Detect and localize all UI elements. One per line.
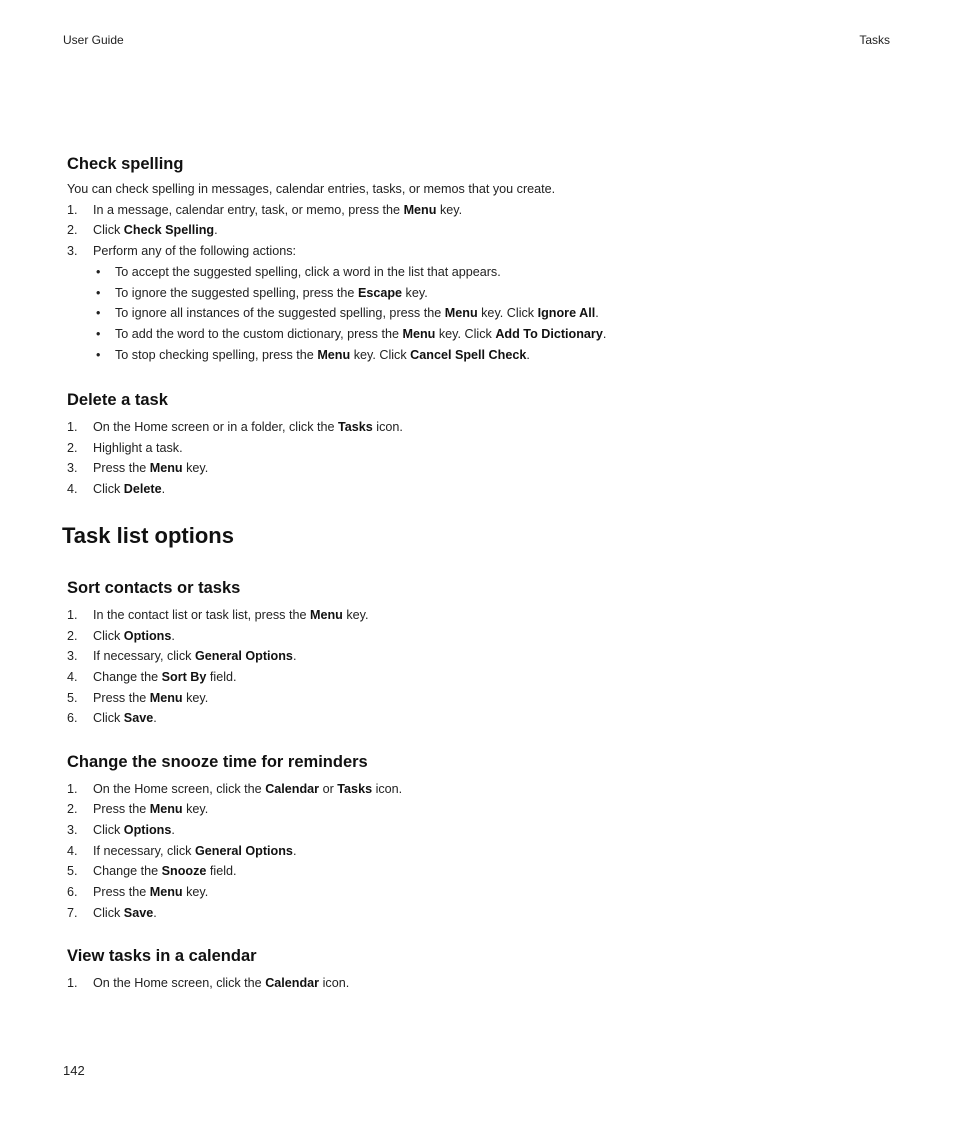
check-spelling-bullet-4: • To add the word to the custom dictionary, press the Menu key. Click Add To Dictionary. xyxy=(96,327,607,341)
sort-contacts-step-1: 1. In the contact list or task list, press the Menu key. xyxy=(67,608,369,622)
running-header-section: Tasks xyxy=(859,33,890,47)
sort-contacts-step-2: 2. Click Options. xyxy=(67,629,175,643)
running-header-title: User Guide xyxy=(63,33,124,47)
page-number: 142 xyxy=(63,1063,85,1078)
check-spelling-bullet-1: • To accept the suggested spelling, click a word in the list that appears. xyxy=(96,265,501,279)
snooze-step-2: 2. Press the Menu key. xyxy=(67,802,209,816)
delete-task-step-1: 1. On the Home screen or in a folder, click the Tasks icon. xyxy=(67,420,403,434)
view-tasks-step-1: 1. On the Home screen, click the Calendar icon. xyxy=(67,976,350,990)
snooze-step-5: 5. Change the Snooze field. xyxy=(67,864,237,878)
check-spelling-step-2: 2. Click Check Spelling. xyxy=(67,223,218,237)
check-spelling-intro: You can check spelling in messages, calendar entries, tasks, or memos that you create. xyxy=(67,182,556,196)
sort-contacts-step-4: 4. Change the Sort By field. xyxy=(67,670,237,684)
sort-contacts-step-5: 5. Press the Menu key. xyxy=(67,691,209,705)
heading-task-list-options: Task list options xyxy=(62,523,234,548)
delete-task-step-2: 2. Highlight a task. xyxy=(67,441,183,455)
delete-task-step-4: 4. Click Delete. xyxy=(67,482,166,496)
snooze-step-6: 6. Press the Menu key. xyxy=(67,885,209,899)
snooze-step-3: 3. Click Options. xyxy=(67,823,175,837)
heading-snooze-time: Change the snooze time for reminders xyxy=(67,753,368,771)
sort-contacts-step-3: 3. If necessary, click General Options. xyxy=(67,649,297,663)
snooze-step-7: 7. Click Save. xyxy=(67,906,157,920)
snooze-step-1: 1. On the Home screen, click the Calendar or Tasks icon. xyxy=(67,782,403,796)
check-spelling-step-3: 3. Perform any of the following actions: xyxy=(67,244,297,258)
check-spelling-bullet-2: • To ignore the suggested spelling, press the Escape key. xyxy=(96,286,428,300)
snooze-step-4: 4. If necessary, click General Options. xyxy=(67,844,297,858)
check-spelling-bullet-5: • To stop checking spelling, press the Menu key. Click Cancel Spell Check. xyxy=(96,348,530,362)
check-spelling-step-1: 1. In a message, calendar entry, task, or memo, press the Menu key. xyxy=(67,203,463,217)
sort-contacts-step-6: 6. Click Save. xyxy=(67,711,157,725)
check-spelling-bullet-3: • To ignore all instances of the suggested spelling, press the Menu key. Click Ignore All. xyxy=(96,306,599,320)
heading-sort-contacts: Sort contacts or tasks xyxy=(67,579,241,597)
delete-task-step-3: 3. Press the Menu key. xyxy=(67,461,209,475)
heading-check-spelling: Check spelling xyxy=(67,155,184,173)
heading-delete-task: Delete a task xyxy=(67,391,168,409)
heading-view-tasks-calendar: View tasks in a calendar xyxy=(67,947,257,965)
